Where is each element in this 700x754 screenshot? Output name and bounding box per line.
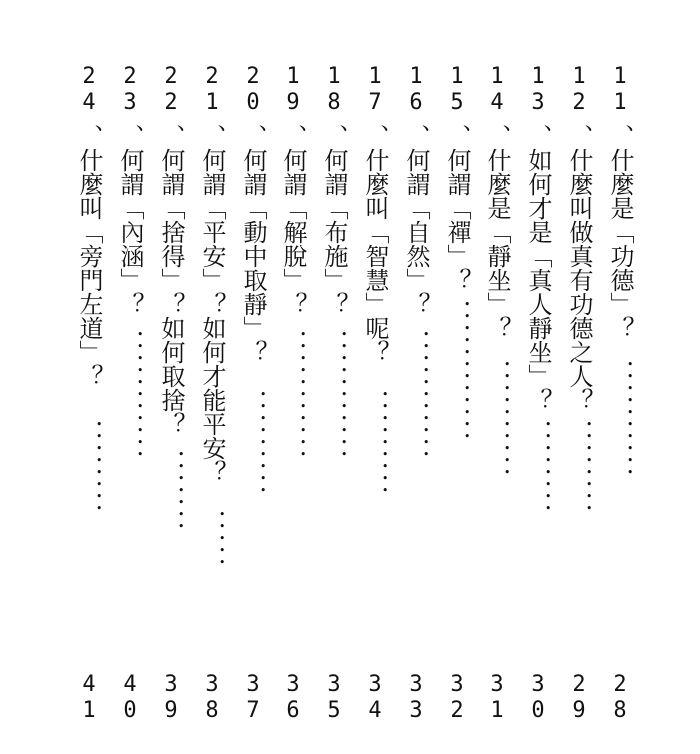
entry-title: 、什麼叫「旁門左道」？ [75,124,103,388]
leader-dots: ．．．．． [198,510,226,582]
entry-title: 、何謂「禪」？ [443,124,471,292]
page-number: 2 9 [572,672,586,723]
toc-entry [523,64,553,724]
toc-entry [564,64,594,724]
entry-number: 1 4 [490,64,504,115]
entry-title: 、何謂「動中取靜」？ [239,124,267,364]
toc-entry [156,64,186,724]
toc-entry [442,64,472,724]
leader-dots: ．．．．．．． [157,450,185,546]
leader-dots: ．．．．．．．．．．． [116,330,144,474]
entry-title: 、何謂「平安」？如何才能平安？ [198,124,226,484]
leader-dots: ．．．．．．．． [524,420,552,528]
page-number: 4 0 [123,672,137,723]
entry-number: 1 1 [613,64,627,115]
toc-entry [197,64,227,724]
leader-dots: ．．．．．．．．．．． [402,330,430,474]
entry-title: 、什麼是「功德」？ [606,124,634,340]
page-number: 3 4 [368,672,382,723]
toc-entry [319,64,349,724]
entry-title: 、什麼叫做真有功德之人？ [565,124,593,412]
entry-number: 1 6 [409,64,423,115]
leader-dots: ．．．．．．．．．． [483,360,511,492]
leader-dots: ．．．．．．．．． [239,390,267,510]
entry-title: 、什麼是「靜坐」？ [483,124,511,340]
leader-dots: ．．．．．．．．． [361,390,389,510]
leader-dots: ．．．．．．．．．．．． [443,300,471,456]
entry-title: 、什麼叫「智慧」呢？ [361,124,389,364]
toc-entry [482,64,512,724]
entry-number: 1 5 [450,64,464,115]
entry-number: 2 4 [82,64,96,115]
leader-dots: ．．．．．．．．．．． [320,330,348,474]
leader-dots: ．．．．．．．．．． [606,360,634,492]
page-number: 3 3 [409,672,423,723]
page-number: 3 8 [205,672,219,723]
toc-entry [278,64,308,724]
page-number: 3 1 [490,672,504,723]
page-number: 3 0 [531,672,545,723]
page-number: 4 1 [82,672,96,723]
entry-title: 、何謂「解脫」？ [279,124,307,316]
entry-number: 1 3 [531,64,545,115]
toc-entry [360,64,390,724]
toc-entry [238,64,268,724]
leader-dots: ．．．．．．．． [565,420,593,528]
leader-dots: ．．．．．．．．．．． [279,330,307,474]
entry-number: 1 9 [286,64,300,115]
toc-entry [115,64,145,724]
entry-number: 2 0 [246,64,260,115]
entry-number: 2 1 [205,64,219,115]
entry-number: 2 2 [164,64,178,115]
entry-title: 、如何才是「真人靜坐」？ [524,124,552,412]
entry-title: 、何謂「內涵」？ [116,124,144,316]
entry-number: 2 3 [123,64,137,115]
entry-title: 、何謂「布施」？ [320,124,348,316]
entry-number: 1 2 [572,64,586,115]
entry-title: 、何謂「自然」？ [402,124,430,316]
page-number: 3 2 [450,672,464,723]
toc-entry [401,64,431,724]
entry-title: 、何謂「捨得」？如何取捨？ [157,124,185,436]
entry-number: 1 8 [327,64,341,115]
entry-number: 1 7 [368,64,382,115]
page-number: 3 6 [286,672,300,723]
page-number: 3 5 [327,672,341,723]
page-number: 2 8 [613,672,627,723]
toc-entry [605,64,635,724]
toc-entry [74,64,104,724]
page-number: 3 9 [164,672,178,723]
leader-dots: ．．．．．．．． [75,420,103,528]
page-number: 3 7 [246,672,260,723]
